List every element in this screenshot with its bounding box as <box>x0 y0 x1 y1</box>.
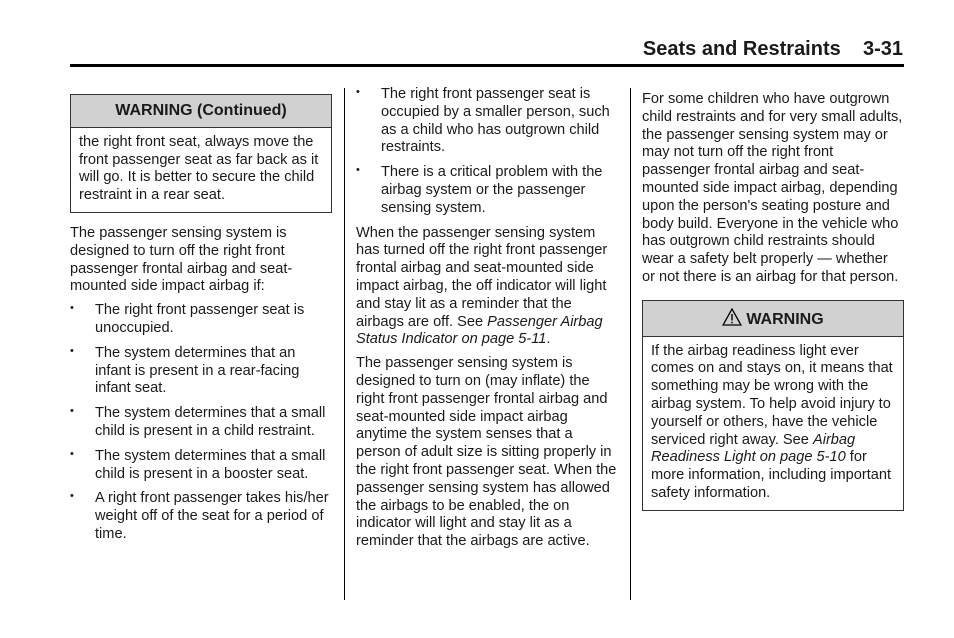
warning-body-text: for more information, including important safety information. <box>651 449 892 501</box>
warning-text: the right front seat, always move the front passenger seat as far back as it will go. It is better to secure the child restraint in a rear seat. <box>79 133 319 204</box>
warning-box-continued <box>70 94 332 213</box>
paragraph-text: . <box>546 331 551 348</box>
list-item <box>356 164 620 217</box>
list-item <box>356 86 620 157</box>
column-1 <box>70 94 332 551</box>
warning-title: WARNING (Continued) <box>71 95 331 128</box>
warning-body-text: If the airbag readiness light ever comes on and stays on, it means that something may be wrong with the airbag system. To help avoid injury to yourself or others, have the vehicle serviced right away. See <box>651 342 893 448</box>
list-item-text: The system determines that an infant is present in a rear-facing infant seat. <box>95 344 300 397</box>
list-item-text: The system determines that a small child is present in a booster seat. <box>95 447 326 482</box>
bullet-icon: • <box>70 405 74 418</box>
header-rule <box>70 64 904 67</box>
list-item-text: The right front passenger seat is occupied by a smaller person, such as a child who has outgrown child restraints. <box>381 86 610 156</box>
paragraph-text: When the passenger sensing system has turned off the right front passenger frontal airbag and seat-mounted side impact airbag, the off indicator will light and stay lit as a reminder that the airbags are off. See <box>356 224 608 330</box>
column-2 <box>356 86 620 557</box>
list-item-text: The right front passenger seat is unoccupied. <box>95 302 305 336</box>
bullet-icon: • <box>356 86 360 98</box>
page-title: Seats and Restraints 3-31 <box>642 38 903 60</box>
intro-paragraph: The passenger sensing system is designed to turn off the right front passenger frontal airbag and seat-mounted side impact airbag if: <box>70 224 293 295</box>
warning-box <box>642 300 904 511</box>
bullet-icon: • <box>70 447 74 460</box>
bullet-icon: • <box>70 490 74 503</box>
list-item <box>70 405 332 441</box>
warning-triangle-icon <box>722 308 742 326</box>
column-3 <box>642 91 904 523</box>
cross-reference-link[interactable]: Passenger Airbag Status Indicator on page 5-11 <box>356 313 603 348</box>
column-divider <box>344 88 345 600</box>
list-item-text: A right front passenger takes his/her weight off of the seat for a period of time. <box>95 490 329 542</box>
list-item-text: The system determines that a small child is present in a child restraint. <box>95 405 326 439</box>
children-adults-paragraph: For some children who have outgrown child restraints and for very small adults, the passenger sensing system may or may not turn off the right front passenger frontal airbag and seat-mounted side impact airbag, depending upon the person's seating posture and body build. Everyone in the vehicle who has outgrown child restraints should wear a safety belt properly — whether or not there is an airbag for that person. <box>642 91 903 285</box>
list-item-text: There is a critical problem with the airbag system or the passenger sensing system. <box>381 164 603 216</box>
list-item <box>70 302 332 338</box>
list-item <box>70 448 332 484</box>
bullet-icon: • <box>70 344 74 357</box>
bullet-icon: • <box>356 164 360 177</box>
column-divider <box>630 88 631 600</box>
cross-reference-link[interactable]: Airbag Readiness Light on page 5-10 <box>651 431 856 466</box>
warning-text <box>643 337 903 510</box>
bullet-list <box>70 302 332 544</box>
list-item <box>70 345 332 398</box>
list-item <box>70 490 332 543</box>
warning-header <box>643 301 903 337</box>
bullet-icon: • <box>70 302 74 315</box>
airbag-enabled-paragraph: The passenger sensing system is designed to turn on (may inflate) the right front passenger frontal airbag and seat-mounted side impact airbag anytime the system senses that a person of adult size is sitting properly in the right front passenger seat. When the passenger sensing system has allowed the airbags to be enabled, the on indicator will light and stay lit as a reminder that the airbags are active. <box>356 355 617 550</box>
bullet-list <box>356 86 620 218</box>
status-indicator-paragraph <box>356 225 620 350</box>
warning-title: WARNING <box>746 310 824 328</box>
